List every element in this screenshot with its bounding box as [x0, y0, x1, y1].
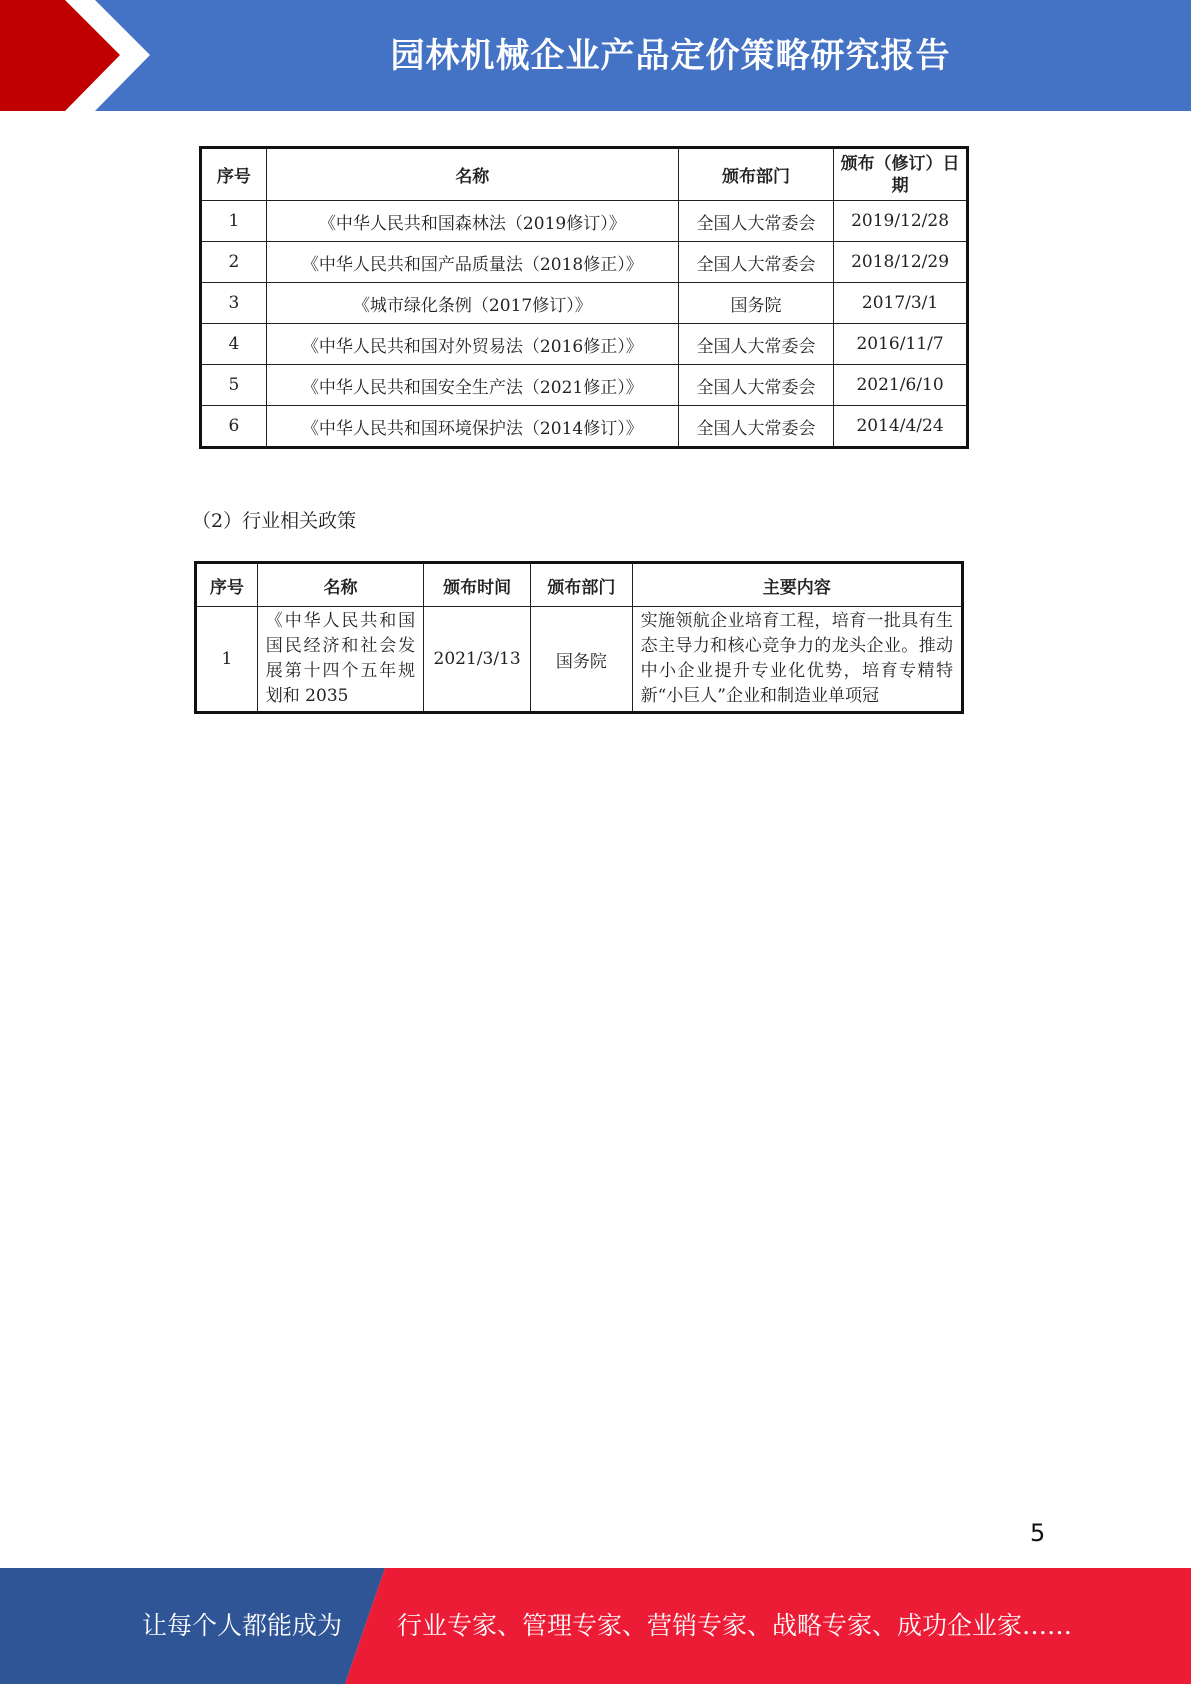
- header-cell: 颁布（修订）日期: [834, 148, 968, 201]
- issuing-dept: 国务院: [531, 607, 633, 713]
- laws-table: [199, 146, 969, 449]
- policy-content: 实施领航企业培育工程，培育一批具有生态主导力和核心竞争力的龙头企业。推动中小企业提升专业化优势，培育专精特新“小巨人”企业和制造业单项冠: [632, 607, 962, 713]
- issuing-dept: 国务院: [678, 283, 833, 324]
- issue-date: 2017/3/1: [834, 283, 968, 324]
- table-row: [201, 406, 968, 448]
- table-row: [201, 283, 968, 324]
- issue-date: 2019/12/28: [834, 201, 968, 242]
- issue-date: 2016/11/7: [834, 324, 968, 365]
- issuing-dept: 全国人大常委会: [678, 324, 833, 365]
- header-cell: 颁布时间: [424, 563, 531, 607]
- policy-name: 《中华人民共和国国民经济和社会发展第十四个五年规划和 2035: [257, 607, 423, 713]
- issuing-dept: 全国人大常委会: [678, 406, 833, 448]
- row-number: 1: [201, 201, 267, 242]
- issuing-dept: 全国人大常委会: [678, 201, 833, 242]
- table-row: [201, 201, 968, 242]
- header-cell: 序号: [201, 148, 267, 201]
- table-row: [196, 607, 963, 713]
- page-number: 5: [1030, 1519, 1046, 1547]
- header-banner: [0, 0, 1191, 111]
- law-name: 《中华人民共和国产品质量法（2018修正）》: [266, 242, 678, 283]
- header-cell: 颁布部门: [531, 563, 633, 607]
- row-number: 3: [201, 283, 267, 324]
- header-cell: 名称: [266, 148, 678, 201]
- table-header-row: [201, 148, 968, 201]
- row-number: 5: [201, 365, 267, 406]
- row-number: 2: [201, 242, 267, 283]
- policy-table: [194, 561, 964, 714]
- issue-date: 2018/12/29: [834, 242, 968, 283]
- law-name: 《中华人民共和国对外贸易法（2016修正）》: [266, 324, 678, 365]
- table-row: [201, 324, 968, 365]
- law-name: 《中华人民共和国环境保护法（2014修订）》: [266, 406, 678, 448]
- header-cell: 名称: [257, 563, 423, 607]
- issue-date: 2014/4/24: [834, 406, 968, 448]
- table-row: [201, 242, 968, 283]
- issuing-dept: 全国人大常委会: [678, 242, 833, 283]
- issue-date: 2021/6/10: [834, 365, 968, 406]
- header-cell: 颁布部门: [678, 148, 833, 201]
- law-name: 《中华人民共和国森林法（2019修订）》: [266, 201, 678, 242]
- table-header-row: [196, 563, 963, 607]
- row-number: 4: [201, 324, 267, 365]
- footer-slogan-right: 行业专家、管理专家、营销专家、战略专家、成功企业家……: [397, 1611, 1073, 1640]
- header-cell: 主要内容: [632, 563, 962, 607]
- header-cell: 序号: [196, 563, 258, 607]
- footer-banner: [0, 1568, 1191, 1684]
- law-name: 《城市绿化条例（2017修订）》: [266, 283, 678, 324]
- issue-date: 2021/3/13: [424, 607, 531, 713]
- issuing-dept: 全国人大常委会: [678, 365, 833, 406]
- report-title: 园林机械企业产品定价策略研究报告: [390, 36, 951, 76]
- table-row: [201, 365, 968, 406]
- row-number: 6: [201, 406, 267, 448]
- row-number: 1: [196, 607, 258, 713]
- law-name: 《中华人民共和国安全生产法（2021修正）》: [266, 365, 678, 406]
- section-label: （2）行业相关政策: [192, 510, 357, 532]
- footer-slogan-left: 让每个人都能成为: [142, 1611, 343, 1640]
